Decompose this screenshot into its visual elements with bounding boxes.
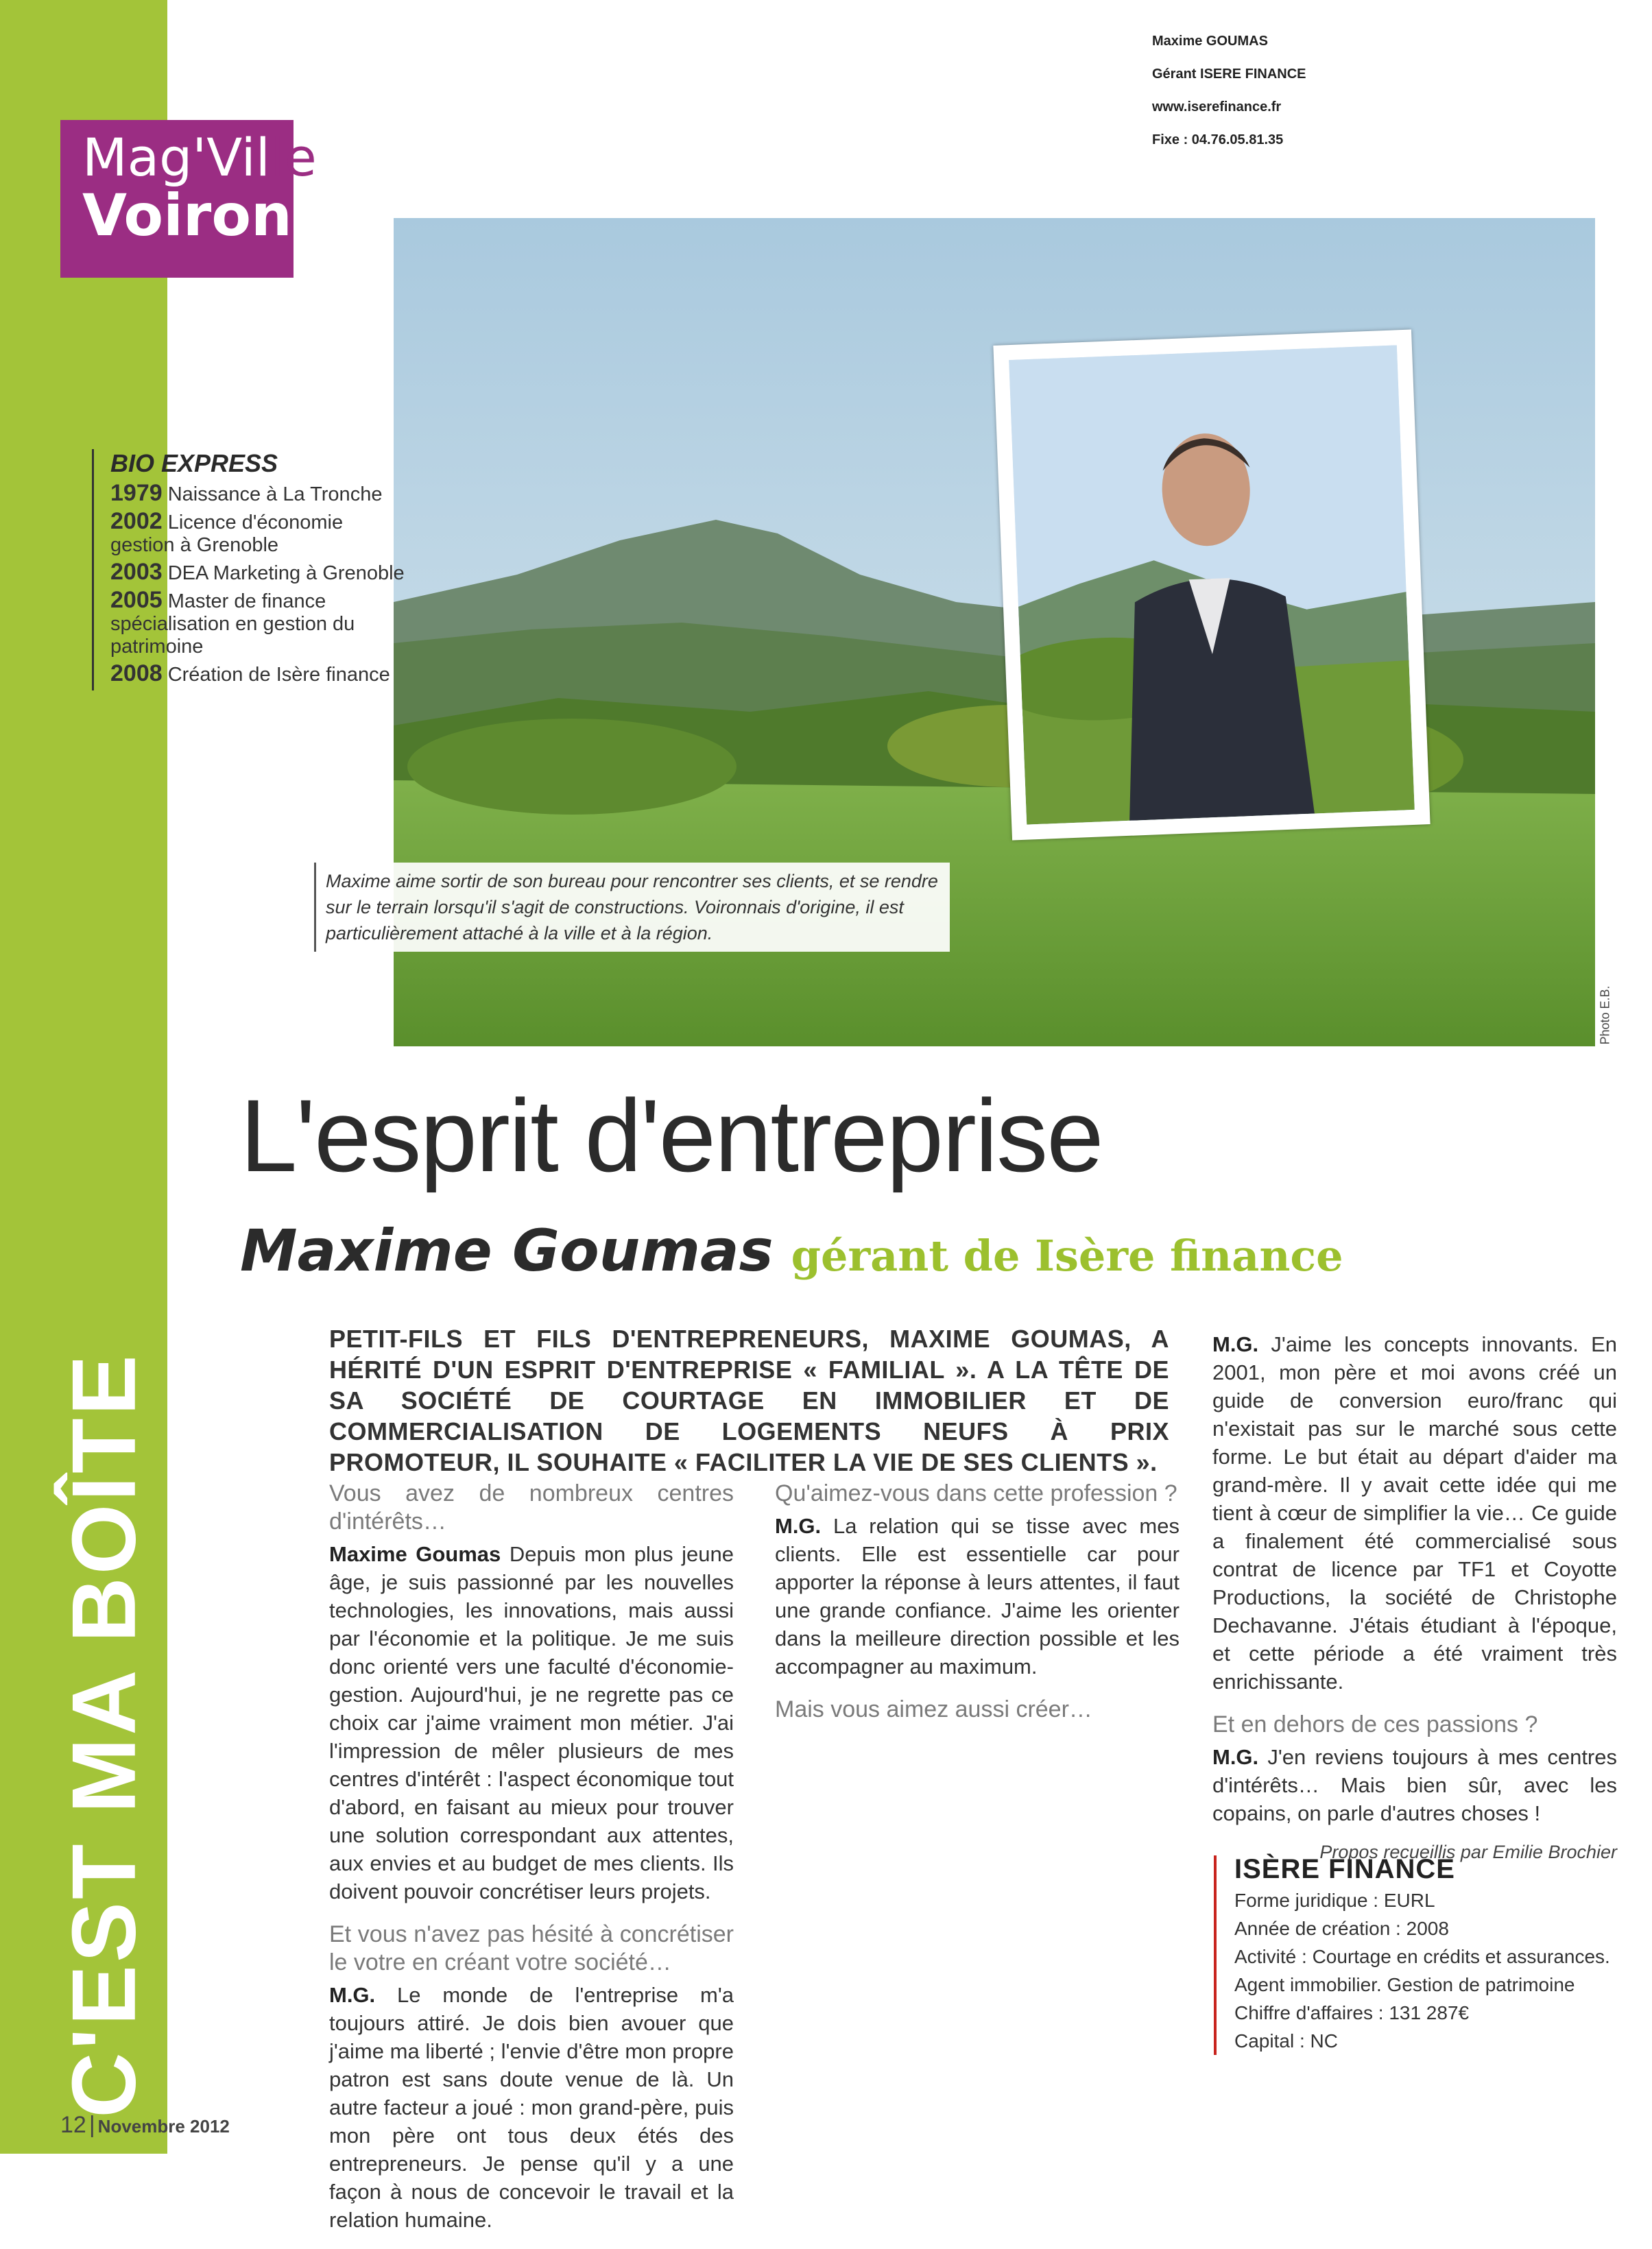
article-column-3 [1212, 1330, 1617, 1866]
photo-caption: Maxime aime sortir de son bureau pour rencontrer ses clients, et se rendre sur le terrain lorsqu'il s'agit de constructions. Voironnais d'origine, il est particulièrement attaché à la ville et à la région. [314, 863, 950, 952]
answer-paragraph: M.G. Le monde de l'entreprise m'a toujours attiré. Je dois bien avouer que j'aime ma liberté ; l'envie d'être mon propre patron est sans doute venue de là. Un autre facteur a joué : mon grand-père, puis mon père ont tous deux étés des entrepreneurs. Je pense qu'il y a une façon à nous de concevoir le travail et la relation humaine. [329, 1983, 734, 2232]
bio-item [110, 482, 405, 506]
portrait-inset-photo [993, 330, 1430, 841]
section-label-text: C'EST MA BOÎTE [53, 1351, 154, 2118]
bio-express [92, 449, 405, 690]
bio-year: 2002 [110, 508, 163, 534]
subtitle-role: gérant de Isère finance [791, 1231, 1343, 1281]
bio-item [110, 561, 405, 585]
question-heading: Qu'aimez-vous dans cette profession ? [775, 1480, 1177, 1506]
page-number: 12 [60, 2112, 86, 2138]
portrait-illustration [1009, 345, 1415, 824]
article-byline: Propos recueillis par Emilie Brochier [1319, 1842, 1617, 1862]
company-line: Forme juridique : EURL [1234, 1890, 1435, 1911]
bio-item [110, 510, 405, 557]
mag-ville-title [82, 127, 317, 249]
company-title: ISÈRE FINANCE [1234, 1854, 1455, 1884]
bio-heading: BIO EXPRESS [110, 449, 278, 477]
bio-text: Création de Isère finance [167, 664, 390, 686]
company-line: Année de création : 2008 [1234, 1918, 1449, 1939]
company-line: Capital : NC [1234, 2030, 1338, 2052]
page-footer [60, 2112, 230, 2139]
question-heading: Mais vous aimez aussi créer… [775, 1696, 1092, 1722]
bio-year: 2003 [110, 559, 163, 585]
question-heading: Et vous n'avez pas hésité à concrétiser le votre en créant votre société… [329, 1921, 734, 1975]
answer-speaker: M.G. [1212, 1332, 1259, 1356]
article-subtitle [240, 1217, 1343, 1284]
bio-year: 2008 [110, 660, 163, 686]
answer-paragraph: Maxime Goumas Depuis mon plus jeune âge, je suis passionné par les nouvelles technologies, les innovations, mais aussi par l'économie et la politique. Je me suis donc orienté vers une faculté d'économie-gestion. Aujourd'hui, je ne regrette pas ce choix car j'aime vraiment mon métier. J'ai l'impression de mêler plusieurs de mes centres d'intérêt : l'aspect économique tout d'abord, en faisant au mieux pour trouver une solution correspondant aux attentes, aux envies et au budget de mes clients. Ils doivent pouvoir concrétiser leurs projets. [329, 1542, 734, 1903]
answer-speaker: Maxime Goumas [329, 1542, 501, 1566]
article-intro: PETIT-FILS ET FILS D'ENTREPRENEURS, MAXIME GOUMAS, A HÉRITÉ D'UN ESPRIT D'ENTREPRISE « FAMILIAL ». A LA TÊTE DE SA SOCIÉTÉ DE COURTAGE EN IMMOBILIER ET DE COMMERCIALISATION DE LOGEMENTS NEUFS À PRIX PROMOTEUR, IL SOUHAITE « FACILITER LA VIE DE SES CLIENTS ». [329, 1325, 1169, 1476]
portrait-frame [1009, 345, 1415, 824]
question-heading: Vous avez de nombreux centres d'intérêts… [329, 1480, 734, 1535]
answer-speaker: M.G. [775, 1514, 822, 1538]
article-column-2 [775, 1480, 1180, 1728]
issue-date: Novembre 2012 [97, 2116, 230, 2137]
bio-text: Licence d'économie gestion à Grenoble [110, 512, 344, 556]
subtitle-name: Maxime Goumas [240, 1217, 774, 1284]
answer-speaker: M.G. [1212, 1745, 1259, 1769]
section-vertical-label [52, 1351, 155, 2118]
contact-phone: Fixe : 04.76.05.81.35 [1152, 132, 1284, 147]
contact-name: Maxime GOUMAS [1152, 34, 1268, 49]
company-info-box [1214, 1855, 1646, 2055]
mag-ville-city: Voiron [82, 181, 292, 249]
bio-item [110, 589, 405, 658]
company-line: Activité : Courtage en crédits et assurances. [1234, 1946, 1610, 1967]
bio-text: Naissance à La Tronche [167, 483, 383, 505]
bio-year: 1979 [110, 480, 163, 506]
footer-separator: | [88, 2112, 95, 2138]
article-column-1 [329, 1480, 734, 2249]
bio-text: Master de finance spécialisation en gestion du patrimoine [110, 590, 355, 658]
company-line: Agent immobilier. Gestion de patrimoine [1234, 1974, 1575, 1995]
contact-block [1152, 25, 1306, 156]
contact-role: Gérant ISERE FINANCE [1152, 67, 1306, 82]
contact-website[interactable]: www.iserefinance.fr [1152, 99, 1282, 115]
company-line: Chiffre d'affaires : 131 287€ [1234, 2002, 1470, 2023]
mag-ville-line1: Mag'Ville [82, 127, 317, 188]
question-heading: Et en dehors de ces passions ? [1212, 1711, 1538, 1737]
bio-text: DEA Marketing à Grenoble [167, 562, 405, 584]
answer-speaker: M.G. [329, 1983, 376, 2007]
answer-paragraph: M.G. La relation qui se tisse avec mes clients. Elle est essentielle car pour apporter la réponse à leurs attentes, il faut une grande confiance. J'aime les orienter dans la meilleure direction possible et les accompagner au maximum. [775, 1514, 1180, 1679]
photo-credit: Photo E.B. [1598, 985, 1612, 1045]
answer-paragraph: M.G. J'en reviens toujours à mes centres d'intérêts… Mais bien sûr, avec les copains, on parle d'autres choses ! [1212, 1745, 1617, 1825]
bio-year: 2005 [110, 587, 163, 613]
article-title: L'esprit d'entreprise [240, 1078, 1103, 1193]
answer-paragraph: M.G. J'aime les concepts innovants. En 2001, mon père et moi avons créé un guide de conversion euro/franc qui n'existait pas sur le marché sous cette forme. Le but était au départ d'aider ma grand-mère. Il y avait cette idée qui me tient à cœur de simplifier la vie… Ce guide a finalement été commercialisé sous contrat de licence par TF1 et Coyotte Productions, la société de Christophe Dechavanne. J'étais étudiant à l'époque, et cette période a été vraiment très enrichissante. [1212, 1332, 1617, 1694]
bio-item [110, 662, 405, 686]
